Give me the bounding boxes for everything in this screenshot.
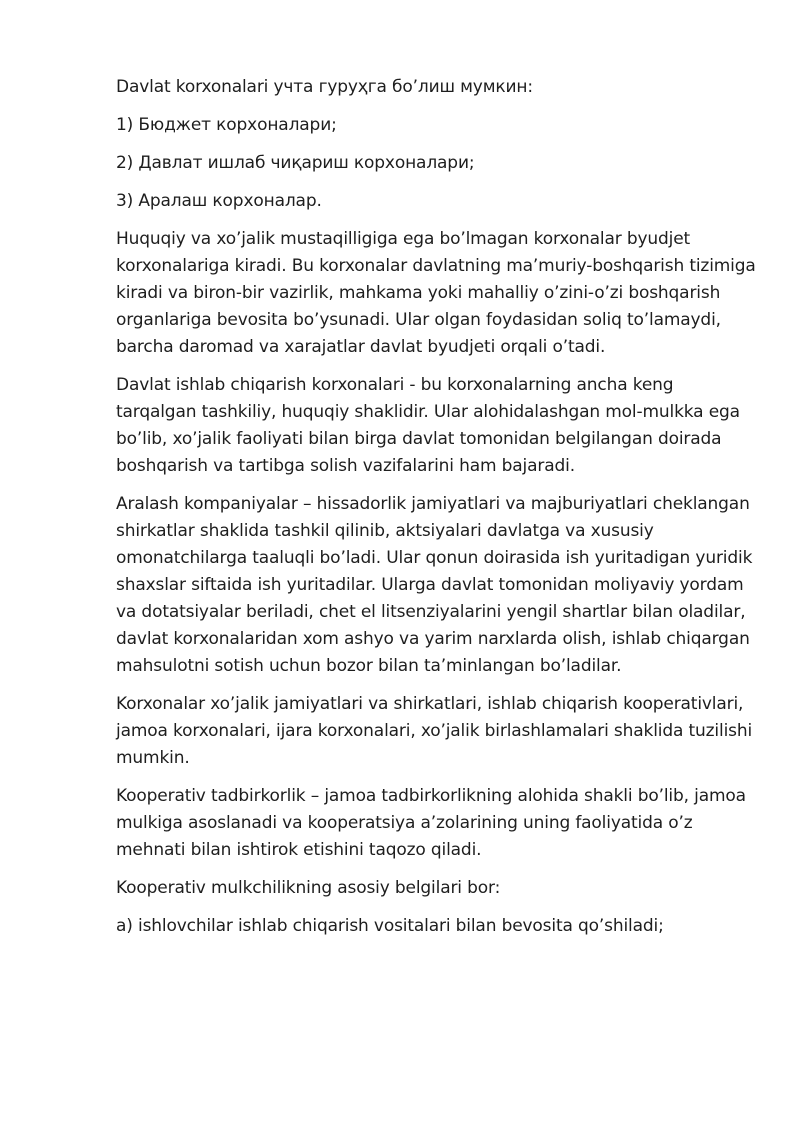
paragraph-intro: Davlat korxonalari учта гуруҳга бо’лиш мумкин: — [116, 77, 533, 97]
list-item-1: 1) Бюджет корхоналари; — [116, 115, 337, 135]
paragraph-cooperative: Kooperativ tadbirkorlik – jamoa tadbirkorlikning alohida shakli bo’lib, jamoa mulkiga asoslanadi va kooperatsiya a’zolarining uning faoliyatida o’z mehnati bilan ishtirok etishini taqozo qiladi. — [116, 786, 746, 860]
list-item-a: a) ishlovchilar ishlab chiqarish vositalari bilan bevosita qo’shiladi; — [116, 916, 664, 936]
paragraph-mixed-companies: Aralash kompaniyalar – hissadorlik jamiyatlari va majburiyatlari cheklangan shirkatlar shaklida tashkil qilinib, aktsiyalari davlatga va xususiy omonatchilarga taaluqli bo’ladi. Ular qonun doirasida ish yuritadigan yuridik shaxslar siftaida ish yuritadilar. Ularga davlat tomonidan moliyaviy yordam va dotatsiyalar beriladi, chet el litsenziyalarini yengil shartlar bilan oladilar, davlat korxonalaridan xom ashyo va yarim narxlarda olish, ishlab chiqargan mahsulotni sotish uchun bozor bilan ta’minlangan bo’ladilar. — [116, 494, 753, 676]
paragraph-budget-enterprises: Huquqiy va xo’jalik mustaqilligiga ega bo’lmagan korxonalar byudjet korxonalariga kiradi. Bu korxonalar davlatning ma’muriy-boshqarish tizimiga kiradi va biron-bir vazirlik, mahkama yoki mahalliy o’zini-o’zi boshqarish organlariga bevosita bo’ysunadi. Ular olgan foydasidan soliq to’lamaydi, barcha daromad va xarajatlar davlat byudjeti orqali o’tadi. — [116, 229, 756, 357]
document-page — [116, 74, 756, 951]
paragraph-cooperative-features: Kooperativ mulkchilikning asosiy belgilari bor: — [116, 878, 501, 898]
list-item-2: 2) Давлат ишлаб чиқариш корхоналари; — [116, 153, 475, 173]
paragraph-enterprise-forms: Korxonalar xo’jalik jamiyatlari va shirkatlari, ishlab chiqarish kooperativlari, jamoa korxonalari, ijara korxonalari, xo’jalik birlashlamalari shaklida tuzilishi mumkin. — [116, 694, 753, 768]
list-item-3: 3) Аралаш корхоналар. — [116, 191, 322, 211]
paragraph-state-production: Davlat ishlab chiqarish korxonalari - bu korxonalarning ancha keng tarqalgan tashkiliy, huquqiy shaklidir. Ular alohidalashgan mol-mulkka ega bo’lib, xo’jalik faoliyati bilan birga davlat tomonidan belgilangan doirada boshqarish va tartibga solish vazifalarini ham bajaradi. — [116, 375, 740, 476]
